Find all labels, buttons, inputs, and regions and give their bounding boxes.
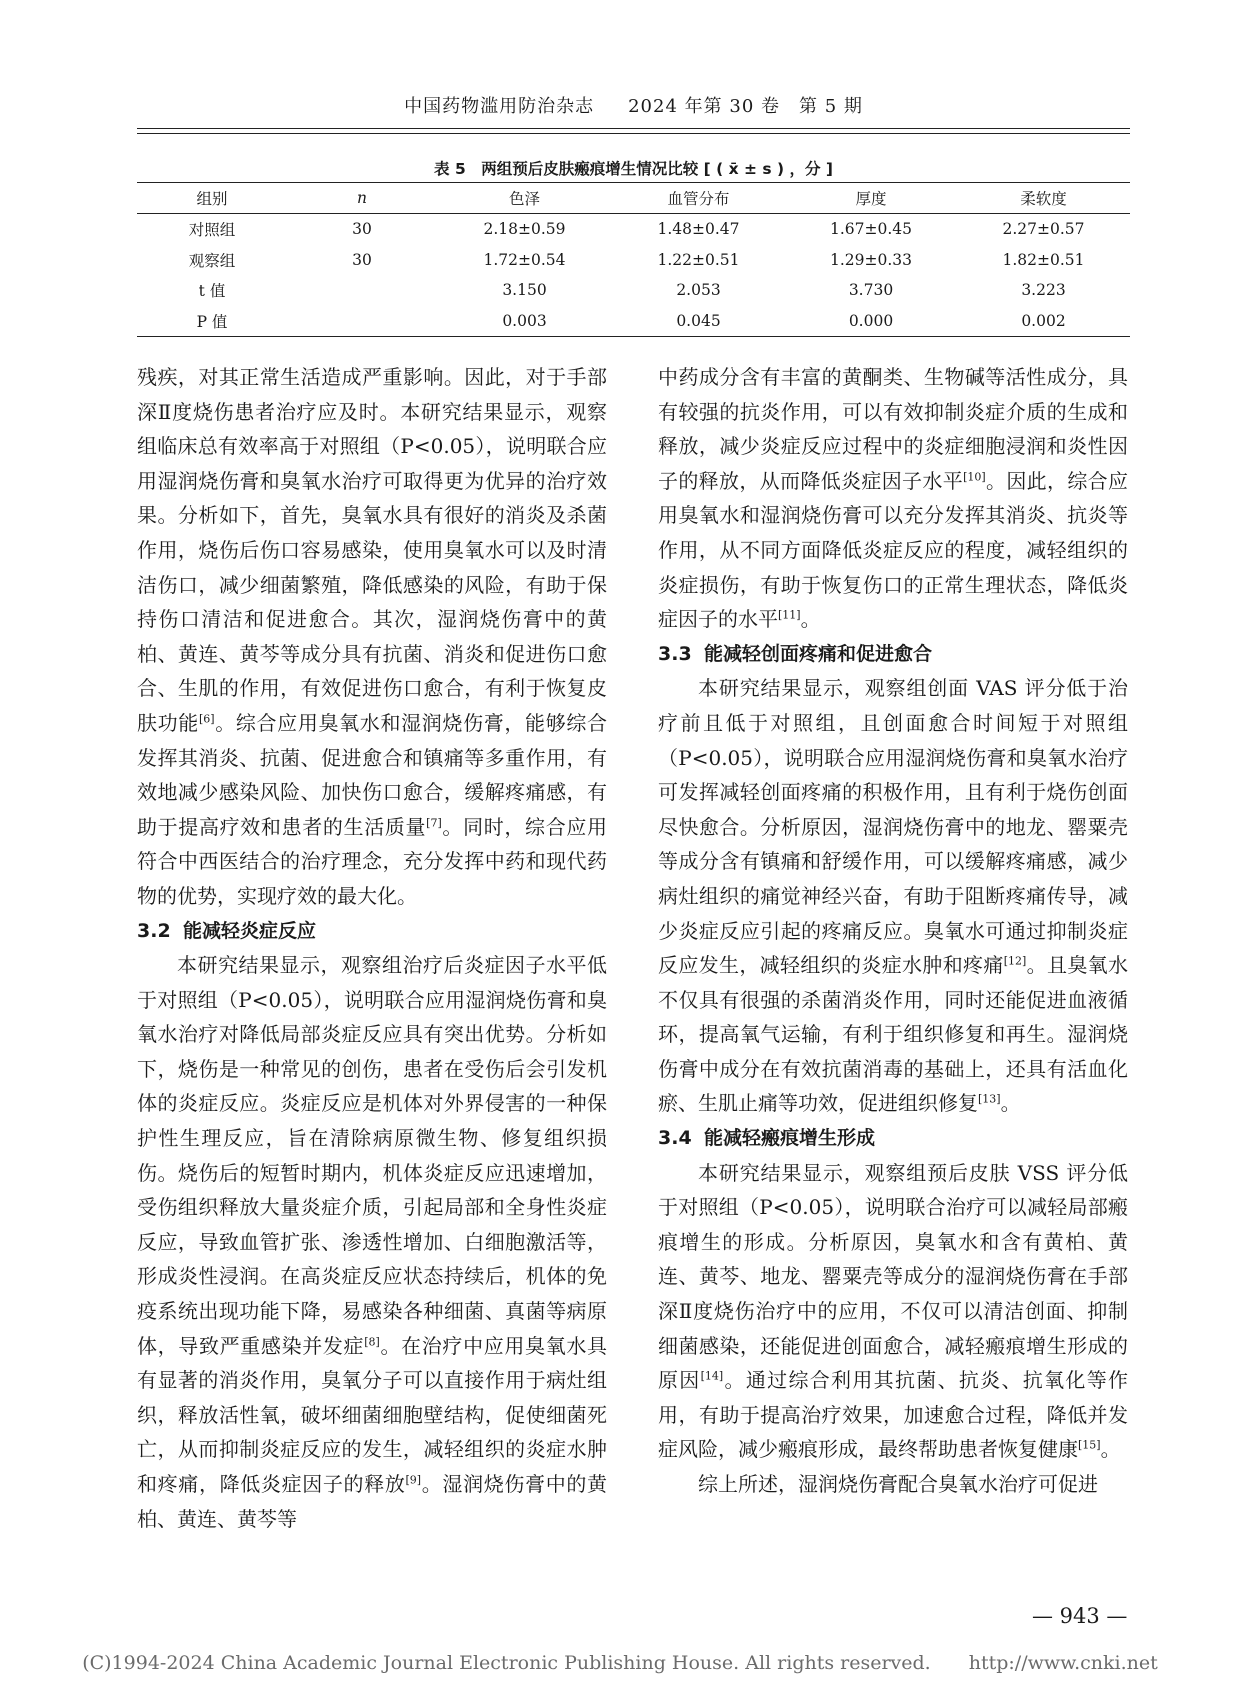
header-vascularity: 血管分布: [612, 183, 785, 214]
text-run: 。在治疗中应用臭氧水具有显著的消炎作用，臭氧分子可以直接作用于病灶组织，释放活性氧，破坏细菌细胞壁结构，促使细菌死亡，从而抑制炎症反应的发生，减轻组织的炎症水肿和疼痛，降低炎症因子的释放: [137, 1333, 607, 1496]
issue-info: 2024 年第 30 卷 第 5 期: [628, 96, 863, 117]
citation: [8]: [364, 1334, 380, 1348]
header-pliability: 柔软度: [957, 183, 1130, 214]
table-row: [137, 245, 1130, 276]
cell: 1.67±0.45: [829, 220, 912, 239]
scar-comparison-table: [137, 182, 1130, 337]
section-title: 能减轻创面疼痛和促进愈合: [704, 642, 933, 665]
cell: 30: [352, 220, 372, 239]
cell: 3.730: [848, 281, 894, 300]
text-run: 。因此，综合应用臭氧水和湿润烧伤膏可以充分发挥其消炎、抗炎等作用，从不同方面降低炎症反应的程度，减轻组织的炎症损伤，有助于恢复伤口的正常生理状态，降低炎症因子的水平: [658, 468, 1129, 632]
cell: t 值: [198, 282, 226, 301]
text-run: 。湿润烧伤膏中的黄柏、黄连、黄芩等: [137, 1472, 608, 1531]
header-rule-thin: [137, 133, 1130, 134]
journal-name: 中国药物滥用防治杂志: [404, 96, 595, 117]
paragraph: [658, 1156, 1128, 1467]
citation: [9]: [405, 1473, 422, 1487]
section-heading-3-2: [137, 914, 607, 949]
cell: P 值: [137, 306, 287, 337]
section-heading-3-3: [658, 637, 1128, 672]
citation: [7]: [426, 816, 442, 830]
copyright-notice: (C)1994-2024 China Academic Journal Electronic Publishing House. All rights reserved. http://www.cnki.net: [82, 1652, 1158, 1674]
text-run: 。且臭氧水不仅具有很强的杀菌消炎作用，同时还能促进血液循环，提高氧气运输，有利于组织修复和再生。湿润烧伤膏中成分在有效抗菌消毒的基础上，还具有活血化瘀、生肌止痛等功效，促进组织修复: [658, 953, 1129, 1116]
cell: 3.223: [1021, 281, 1066, 300]
text-run: 。: [1100, 1437, 1121, 1462]
text-run: 。综合应用臭氧水和湿润烧伤膏，能够综合发挥其消炎、抗菌、促进愈合和镇痛等多重作用，有效地减少感染风险、加快伤口愈合，缓解疼痛感，有助于提高疗效和患者的生活质量: [137, 710, 608, 839]
section-number: 3.3: [658, 642, 692, 665]
cell: 2.18±0.59: [483, 220, 566, 239]
section-number: 3.4: [658, 1127, 692, 1150]
text-run: 残疾，对其正常生活造成严重影响。因此，对于手部深Ⅱ度烧伤患者治疗应及时。本研究结果显示，观察组临床总有效率高于对照组（P<0.05），说明联合应用湿润烧伤膏和臭氧水治疗可取得更为优异的治疗效果。分析如下，首先，臭氧水具有很好的消炎及杀菌作用，烧伤后伤口容易感染，使用臭氧水可以及时清洁伤口，减少细菌繁殖，降低感染的风险，有助于保持伤口清洁和促进愈合。其次，湿润烧伤膏中的黄柏、黄连、黄芩等成分具有抗菌、消炎和促进伤口愈合、生肌的作用，有效促进伤口愈合，有利于恢复皮肤功能: [137, 365, 607, 735]
cell: 0.002: [957, 306, 1130, 337]
text-run: 本研究结果显示，观察组创面 VAS 评分低于治疗前且低于对照组，且创面愈合时间短于对照组（P<0.05），说明联合应用湿润烧伤膏和臭氧水治疗可发挥减轻创面疼痛的积极作用，且有利于烧伤创面尽快愈合。分析原因，湿润烧伤膏中的地龙、罂粟壳等成分含有镇痛和舒缓作用，可以缓解疼痛感，减少病灶组织的痛觉神经兴奋，有助于阻断疼痛传导，减少炎症反应引起的疼痛反应。臭氧水可通过抑制炎症反应发生，减轻组织的炎症水肿和疼痛: [658, 676, 1128, 978]
paragraph: 综上所述，湿润烧伤膏配合臭氧水治疗可促进: [698, 1472, 1098, 1496]
text-run: 。同时，综合应用符合中西医结合的治疗理念，充分发挥中药和现代药物的优势，实现疗效的最大化。: [137, 814, 608, 908]
left-column: [137, 360, 607, 1536]
citation: [6]: [198, 712, 215, 726]
section-title: 能减轻瘢痕增生形成: [704, 1127, 876, 1150]
paragraph: [658, 360, 1128, 637]
section-number: 3.2: [137, 919, 171, 942]
cell: 1.29±0.33: [829, 250, 912, 269]
text-run: 。: [800, 607, 821, 632]
cell: [287, 275, 437, 306]
cell: 2.053: [676, 281, 721, 300]
cell: 2.27±0.57: [1002, 220, 1085, 239]
paragraph: [658, 671, 1128, 1121]
cell: 30: [352, 250, 372, 269]
cell: 0.045: [612, 306, 785, 337]
header-rule-thick: [137, 128, 1130, 129]
text-run: 本研究结果显示，观察组预后皮肤 VSS 评分低于对照组（P<0.05），说明联合治疗可以减轻局部瘢痕增生的形成。分析原因，臭氧水和含有黄柏、黄连、黄芩、地龙、罂粟壳等成分的湿润烧伤膏在手部深Ⅱ度烧伤治疗中的应用，不仅可以清洁创面、抑制细菌感染，还能促进创面愈合，减轻瘢痕增生形成的原因: [658, 1160, 1128, 1393]
header-color: 色泽: [437, 183, 612, 214]
text-run: 本研究结果显示，观察组治疗后炎症因子水平低于对照组（P<0.05），说明联合应用湿润烧伤膏和臭氧水治疗对降低局部炎症反应具有突出优势。分析如下，烧伤是一种常见的创伤，患者在受伤后会引发机体的炎症反应。炎症反应是机体对外界侵害的一种保护性生理反应，旨在清除病原微生物、修复组织损伤。烧伤后的短暂时期内，机体炎症反应迅速增加，受伤组织释放大量炎症介质，引起局部和全身性炎症反应，导致血管扩张、渗透性增加、白细胞激活等，形成炎性浸润。在高炎症反应状态持续后，机体的免疫系统出现功能下降，易感染各种细菌、真菌等病原体，导致严重感染并发症: [137, 953, 607, 1358]
running-header: [137, 92, 1130, 118]
cell: 1.82±0.51: [1002, 250, 1085, 269]
table-caption: 表 5 两组预后皮肤瘢痕增生情况比较 [ ( x̄ ± s ) ，分 ]: [434, 160, 833, 178]
citation: [15]: [1078, 1438, 1101, 1452]
cell: 0.003: [437, 306, 612, 337]
right-column: [658, 360, 1128, 1502]
text-run: 。通过综合利用其抗菌、抗炎、抗氧化等作用，有助于提高治疗效果，加速愈合过程，降低并发症风险，减少瘢痕形成，最终帮助患者恢复健康: [658, 1368, 1129, 1462]
citation: [13]: [978, 1092, 1001, 1106]
cell: 观察组: [188, 251, 236, 270]
paragraph: [137, 948, 607, 1536]
table-row: [137, 214, 1130, 245]
citation: [10]: [963, 470, 986, 484]
cell: 3.150: [502, 281, 547, 300]
header-thickness: 厚度: [785, 183, 957, 214]
text-run: 。: [1000, 1091, 1021, 1116]
citation: [12]: [1003, 954, 1027, 968]
cell: 1.48±0.47: [657, 220, 740, 239]
paragraph: [137, 360, 607, 914]
text-run: 中药成分含有丰富的黄酮类、生物碱等活性成分，具有较强的抗炎作用，可以有效抑制炎症介质的生成和释放，减少炎症反应过程中的炎症细胞浸润和炎性因子的释放，从而降低炎症因子水平: [658, 365, 1128, 493]
citation: [11]: [778, 608, 801, 622]
header-n: n: [287, 183, 437, 214]
cell: 1.22±0.51: [657, 250, 740, 269]
table-row: [137, 306, 1130, 337]
cell: 对照组: [188, 221, 236, 240]
citation: [14]: [700, 1369, 724, 1383]
table-header-row: [137, 183, 1130, 214]
header-group: 组别: [137, 183, 287, 214]
section-heading-3-4: [658, 1121, 1128, 1156]
table-row: [137, 275, 1130, 306]
page-number: — 943 —: [1032, 1604, 1128, 1628]
cell: [287, 306, 437, 337]
section-title: 能减轻炎症反应: [183, 919, 317, 942]
cell: 0.000: [785, 306, 957, 337]
cell: 1.72±0.54: [483, 250, 566, 269]
